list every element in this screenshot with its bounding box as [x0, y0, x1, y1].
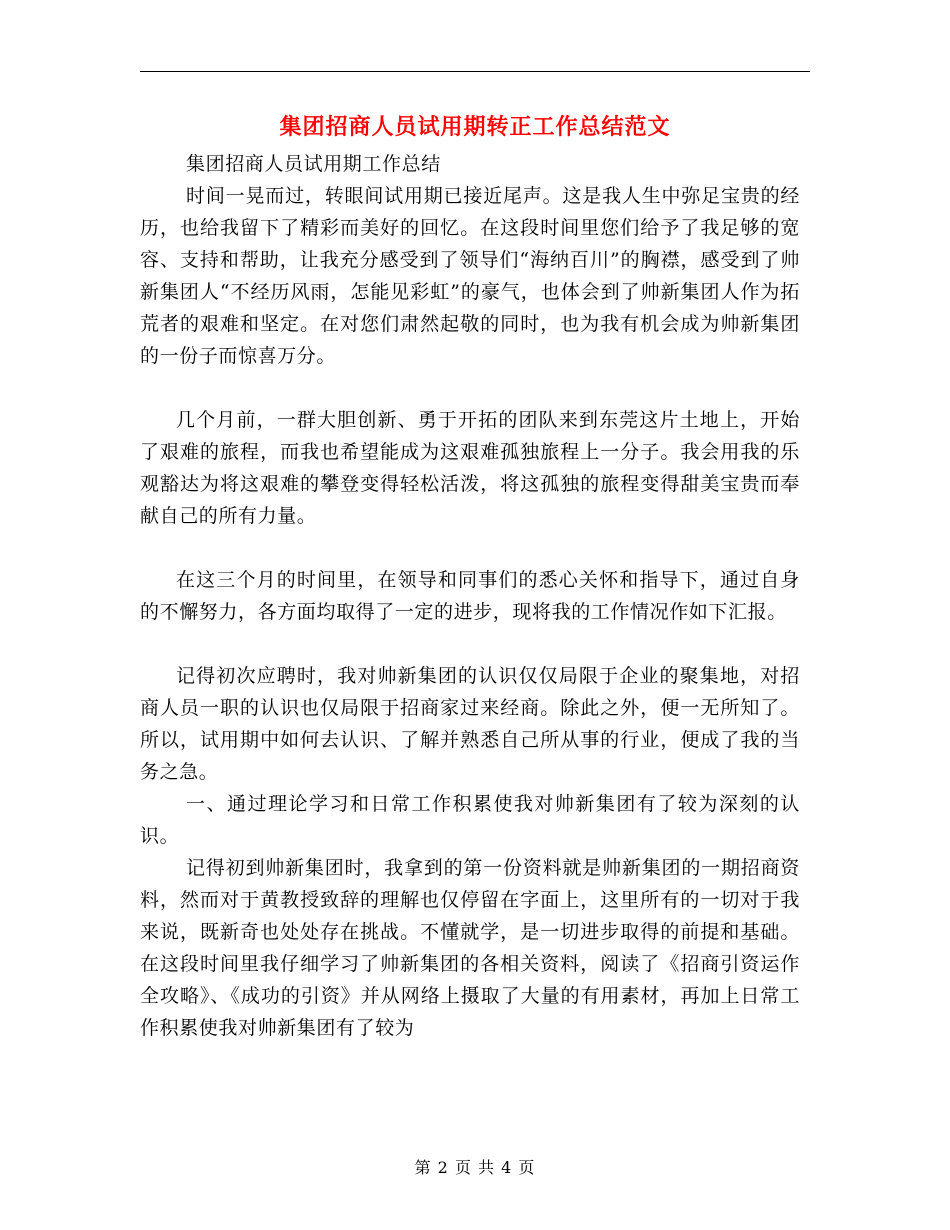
- header-divider: [140, 71, 810, 72]
- section-heading: 一、通过理论学习和日常工作积累使我对帅新集团有了较为深刻的认识。: [140, 793, 800, 847]
- page-number: 第 2 页 共 4 页: [414, 1158, 536, 1177]
- paragraph: 记得初次应聘时，我对帅新集团的认识仅仅局限于企业的聚集地，对招商人员一职的认识也仅局限于招商家过来经商。除此之外，便一无所知了。所以，试用期中如何去认识、了解并熟悉自己所从事的行业，便成了我的当务之急。: [140, 665, 800, 783]
- paragraph-spacer: [140, 628, 800, 660]
- document-title: 集团招商人员试用期转正工作总结范文: [279, 114, 671, 140]
- paragraph-spacer: [140, 532, 800, 564]
- document-body: [140, 148, 800, 1044]
- paragraph: 在这三个月的时间里，在领导和同事们的悉心关怀和指导下，通过自身的不懈努力，各方面均取得了一定的进步，现将我的工作情况作如下汇报。: [140, 569, 800, 623]
- paragraph: 几个月前，一群大胆创新、勇于开拓的团队来到东莞这片土地上，开始了艰难的旅程，而我也希望能成为这艰难孤独旅程上一分子。我会用我的乐观豁达为将这艰难的攀登变得轻松活泼，将这孤独的旅程变得甜美宝贵而奉献自己的所有力量。: [140, 409, 800, 527]
- paragraph: 时间一晃而过，转眼间试用期已接近尾声。这是我人生中弥足宝贵的经历，也给我留下了精彩而美好的回忆。在这段时间里您们给予了我足够的宽容、支持和帮助，让我充分感受到了领导们“海纳百川”的胸襟，感受到了帅新集团人“不经历风雨，怎能见彩虹”的豪气，也体会到了帅新集团人作为拓荒者的艰难和坚定。在对您们肃然起敬的同时，也为我有机会成为帅新集团的一份子而惊喜万分。: [140, 185, 800, 367]
- paragraph-spacer: [140, 372, 800, 404]
- paragraph: 记得初到帅新集团时，我拿到的第一份资料就是帅新集团的一期招商资料，然而对于黄教授致辞的理解也仅停留在字面上，这里所有的一切对于我来说，既新奇也处处存在挑战。不懂就学，是一切进步取得的前提和基础。在这段时间里我仔细学习了帅新集团的各相关资料，阅读了《招商引资运作全攻略》、《成功的引资》并从网络上摄取了大量的有用素材，再加上日常工作积累使我对帅新集团有了较为: [140, 857, 800, 1039]
- document-subtitle: 集团招商人员试用期工作总结: [186, 153, 441, 175]
